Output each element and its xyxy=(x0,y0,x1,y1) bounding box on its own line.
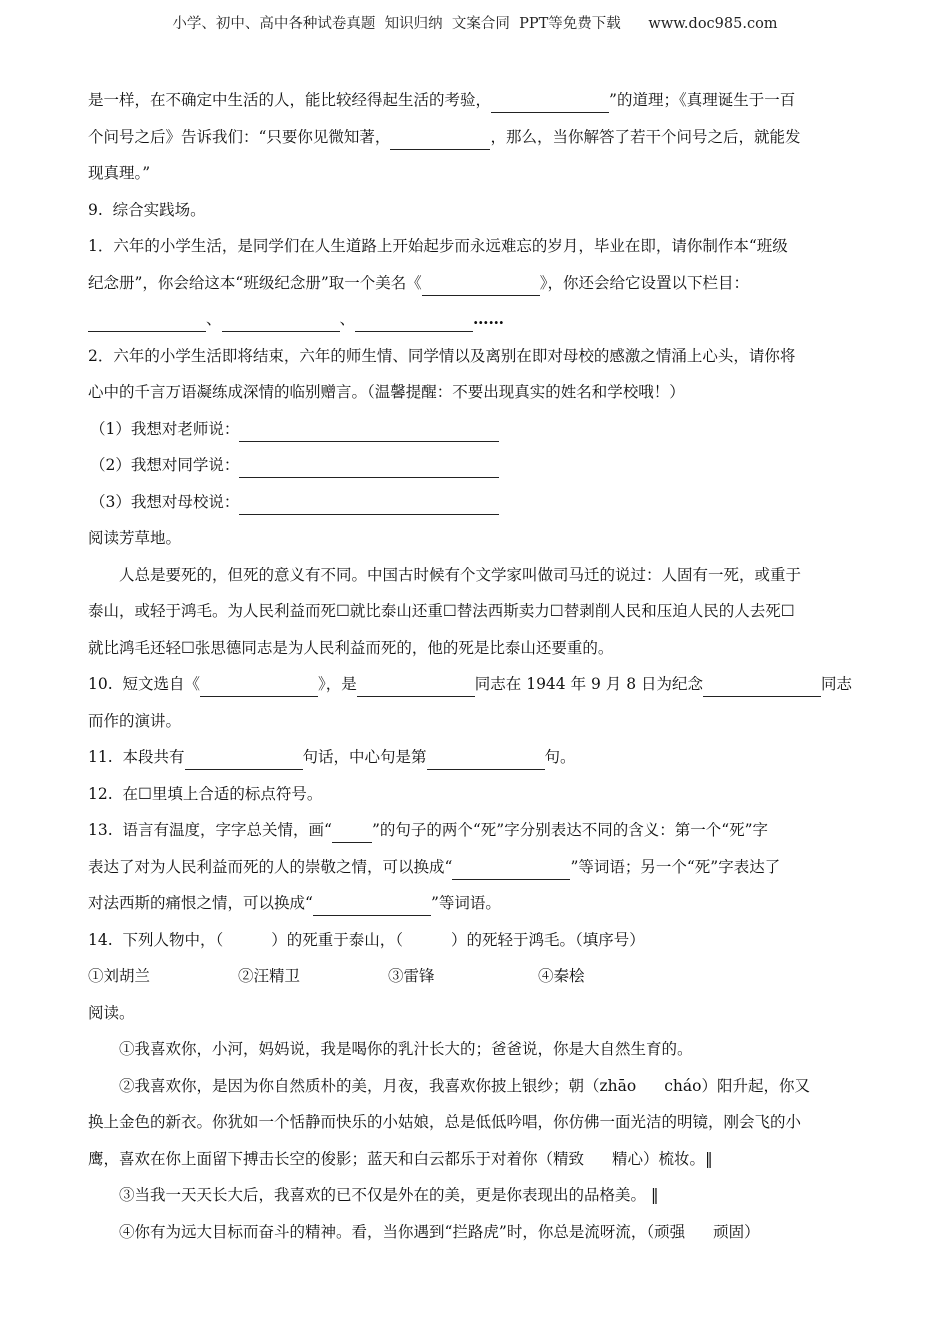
text: 14. 下列人物中，（ xyxy=(88,930,224,949)
question-9-title: 9. 综合实践场。 xyxy=(88,200,206,219)
answer-blank[interactable] xyxy=(88,309,206,332)
text: （2）我想对同学说： xyxy=(90,456,240,474)
text: ”等词语。 xyxy=(430,894,501,912)
text: ②我喜欢你，是因为你自然质朴的美，月夜，我喜欢你披上银纱；朝（zhāo xyxy=(119,1076,637,1095)
text-line: 现真理。” xyxy=(88,164,151,182)
passage-line xyxy=(88,1141,860,1178)
passage-line xyxy=(88,1068,860,1105)
answer-blank[interactable] xyxy=(491,90,609,113)
answer-blank[interactable] xyxy=(222,309,340,332)
answer-blank[interactable] xyxy=(355,309,473,332)
passage-line: 泰山，或轻于鸿毛。为人民利益而死☐就比泰山还重☐替法西斯卖力☐替剥削人民和压迫人民的人去死☐ xyxy=(88,602,795,620)
text-line: 心中的千言万语凝练成深情的临别赠言。（温馨提醒：不要出现真实的姓名和学校哦！） xyxy=(88,383,685,401)
text: 表达了对为人民利益而死的人的崇敬之情，可以换成“ xyxy=(88,857,453,876)
text: （1）我想对老师说： xyxy=(90,419,240,438)
answer-blank[interactable] xyxy=(313,893,431,916)
text-line xyxy=(88,447,860,484)
text: 11. 本段共有 xyxy=(88,748,185,766)
text: 鹰，喜欢在你上面留下搏击长空的俊影；蓝天和白云都乐于对着你（精致 xyxy=(88,1149,585,1168)
text: 、 xyxy=(339,310,356,328)
passage-line: ①我喜欢你，小河，妈妈说，我是喝你的乳汁长大的；爸爸说，你是大自然生育的。 xyxy=(119,1040,693,1058)
options-line xyxy=(88,958,860,995)
text-line xyxy=(88,265,860,302)
text-line xyxy=(88,484,860,521)
text: 句。 xyxy=(544,748,576,766)
text: 精心）梳妆。‖ xyxy=(612,1149,713,1168)
answer-blank[interactable] xyxy=(200,674,318,697)
text: ”等词语；另一个“死”字表达了 xyxy=(570,857,781,876)
document-body xyxy=(88,82,860,1250)
answer-blank[interactable] xyxy=(452,857,570,880)
text: ”的道理；《真理诞生于一百 xyxy=(609,91,796,109)
text-line xyxy=(88,301,860,338)
text-line xyxy=(88,922,860,959)
answer-blank[interactable] xyxy=(239,419,499,442)
text: 》，你还会给它设置以下栏目： xyxy=(539,273,750,292)
text-line xyxy=(88,666,860,703)
passage-line: ③当我一天天长大后，我喜欢的已不仅是外在的美，更是你表现出的品格美。 ‖ xyxy=(119,1186,659,1204)
passage-line xyxy=(88,1214,860,1251)
section-title: 阅读。 xyxy=(88,1003,135,1022)
text-line: 而作的演讲。 xyxy=(88,711,182,730)
text-line xyxy=(88,82,860,119)
text-line xyxy=(88,812,860,849)
text: 顽固） xyxy=(713,1222,760,1241)
passage-line: 就比鸿毛还轻☐张思德同志是为人民利益而死的，他的死是比泰山还要重的。 xyxy=(88,638,614,657)
option-3: ③雷锋 xyxy=(388,967,435,985)
section-title: 阅读芳草地。 xyxy=(88,529,182,547)
page-header: 小学、初中、高中各种试卷真题 知识归纳 文案合同 PPT等免费下载 www.doc985.com xyxy=(172,16,778,32)
answer-blank[interactable] xyxy=(427,747,545,770)
text: 、 xyxy=(206,310,222,328)
text: 同志在 1944 年 9 月 8 日为纪念 xyxy=(474,675,704,693)
text: 对法西斯的痛恨之情，可以换成“ xyxy=(88,894,313,912)
passage-line: 换上金色的新衣。你犹如一个恬静而快乐的小姑娘，总是低低吟唱，你仿佛一面光洁的明镜，刚会飞的小 xyxy=(88,1113,802,1131)
text: 纪念册”，你会给这本“班级纪念册”取一个美名《 xyxy=(88,273,422,292)
passage-line: 人总是要死的，但死的意义有不同。中国古时候有个文学家叫做司马迁的说过：人固有一死，或重于 xyxy=(119,565,802,584)
text: 个问号之后》告诉我们：“只要你见微知著， xyxy=(88,127,391,146)
text: 句话，中心句是第 xyxy=(302,748,427,766)
text-line xyxy=(88,885,860,922)
text: ）的死重于泰山，（ xyxy=(271,930,404,949)
text: 13. 语言有温度，字字总关情，画“ xyxy=(88,821,332,839)
option-2: ②汪精卫 xyxy=(238,967,301,985)
text: ，那么，当你解答了若干个问号之后，就能发 xyxy=(490,127,801,146)
answer-blank[interactable] xyxy=(703,674,821,697)
text-line xyxy=(88,411,860,448)
text: （3）我想对母校说： xyxy=(90,492,240,511)
text: …… xyxy=(473,309,505,328)
text: 同志 xyxy=(821,675,853,693)
answer-blank[interactable] xyxy=(239,455,499,478)
underline-sample xyxy=(332,820,372,843)
option-4: ④秦桧 xyxy=(538,967,585,985)
text: ④你有为远大目标而奋斗的精神。看，当你遇到“拦路虎”时，你总是流呀流，（顽强 xyxy=(119,1222,686,1241)
text: 是一样，在不确定中生活的人，能比较经得起生活的考验， xyxy=(88,91,492,109)
text-line: 1．六年的小学生活，是同学们在人生道路上开始起步而永远难忘的岁月，毕业在即，请你制作本“班级 xyxy=(88,237,788,255)
answer-blank[interactable] xyxy=(357,674,475,697)
option-1: ①刘胡兰 xyxy=(88,967,151,985)
text-line: 12. 在☐里填上合适的标点符号。 xyxy=(88,784,323,803)
text-line xyxy=(88,739,860,776)
answer-blank[interactable] xyxy=(390,127,490,150)
answer-blank[interactable] xyxy=(239,492,499,515)
text: cháo）阳升起，你又 xyxy=(664,1076,810,1095)
text: ）的死轻于鸿毛。（填序号） xyxy=(451,930,645,949)
text: ”的句子的两个“死”字分别表达不同的含义：第一个“死”字 xyxy=(371,821,769,839)
text: 10. 短文选自《 xyxy=(88,675,201,693)
text-line: 2．六年的小学生活即将结束，六年的师生情、同学情以及离别在即对母校的感激之情涌上心头，请你将 xyxy=(88,346,796,365)
answer-blank[interactable] xyxy=(185,747,303,770)
answer-blank[interactable] xyxy=(422,273,540,296)
text-line xyxy=(88,849,860,886)
text-line xyxy=(88,119,860,156)
text: 》，是 xyxy=(318,675,357,693)
